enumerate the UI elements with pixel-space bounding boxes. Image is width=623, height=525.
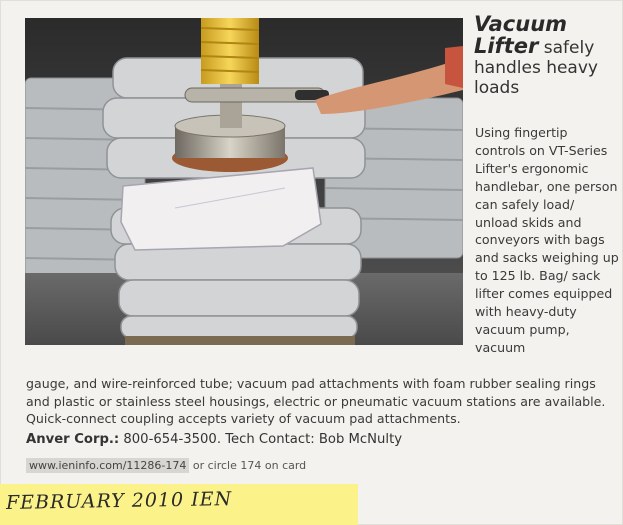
article-body-full: gauge, and wire-reinforced tube; vacuum pad attachments with foam rubber sealing rings and plastic or stainless steel housings, electric or pneumatic vacuum stations are available. Quick-connect coupling accepts variety of vacuum pad attachments. (26, 376, 606, 427)
company-name: Anver Corp.: (26, 432, 120, 447)
article-body-column: Using fingertip controls on VT-Series Lifter's ergonomic handlebar, one person can safely load/ unload skids and conveyors with bags and sacks weighing up to 125 lb. Bag/ sack lifter comes equipped with heavy-duty vacuum pump, vacuum (475, 125, 619, 355)
product-name: Vacuum Lifter (474, 12, 568, 58)
company-phone: 800-654-3500. (119, 432, 222, 447)
contact-line (26, 431, 618, 449)
web-url: www.ieninfo.com/11286-174 (26, 458, 189, 473)
circle-card-text: or circle 174 on card (189, 459, 307, 472)
vacuum-lifter-photo (25, 18, 463, 345)
headline-rest: safely handles heavy loads (474, 38, 598, 98)
tech-contact: Tech Contact: Bob McNulty (221, 432, 403, 447)
product-photo (25, 18, 463, 345)
sticky-note-text: FEBRUARY 2010 IEN (5, 488, 233, 514)
sticky-note (0, 484, 358, 525)
web-reference (26, 458, 426, 474)
article-headline (474, 14, 620, 98)
